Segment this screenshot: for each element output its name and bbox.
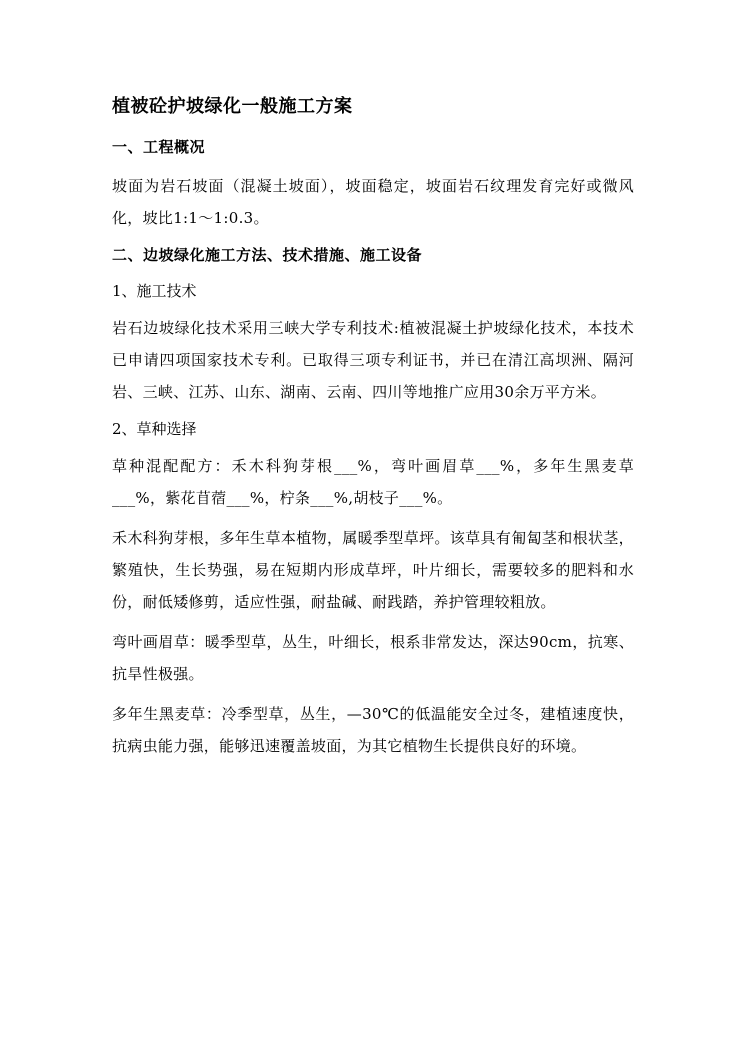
paragraph-weeping-lovegrass: 弯叶画眉草：暖季型草，丛生，叶细长，根系非常发达，深达90cm，抗寒、抗旱性极强。 [112, 633, 634, 683]
paragraph-grass-mix: 草种混配配方：禾木科狗芽根___%，弯叶画眉草___%，多年生黑麦草___%，紫花苜蓿___%，柠条___%,胡枝子___%。 [112, 457, 634, 507]
document-title: 植被砼护坡绿化一般施工方案 [112, 96, 353, 117]
subheading-construction-technique: 1、施工技术 [112, 282, 197, 300]
paragraph-bermuda-grass: 禾木科狗芽根，多年生草本植物，属暖季型草坪。该草具有匍匐茎和根状茎，繁殖快，生长势强，易在短期内形成草坪，叶片细长，需要较多的肥料和水份，耐低矮修剪，适应性强，耐盐碱、耐践踏，养护管理较粗放。 [112, 529, 634, 611]
paragraph-overview: 坡面为岩石坡面（混凝土坡面），坡面稳定，坡面岩石纹理发育完好或微风化，坡比1:1～1:0.3。 [112, 177, 634, 227]
section-heading-overview: 一、工程概况 [112, 138, 206, 156]
paragraph-technique: 岩石边坡绿化技术采用三峡大学专利技术:植被混凝土护坡绿化技术，本技术已申请四项国家技术专利。已取得三项专利证书，并已在清江高坝洲、隔河岩、三峡、江苏、山东、湖南、云南、四川等地推广应用30余万平方米。 [112, 319, 634, 401]
paragraph-ryegrass: 多年生黑麦草：冷季型草，丛生，—30℃的低温能安全过冬，建植速度快，抗病虫能力强，能够迅速覆盖坡面，为其它植物生长提供良好的环境。 [112, 705, 634, 755]
document-body [112, 92, 634, 770]
section-heading-methods: 二、边坡绿化施工方法、技术措施、施工设备 [112, 246, 423, 264]
subheading-grass-selection: 2、草种选择 [112, 420, 197, 438]
